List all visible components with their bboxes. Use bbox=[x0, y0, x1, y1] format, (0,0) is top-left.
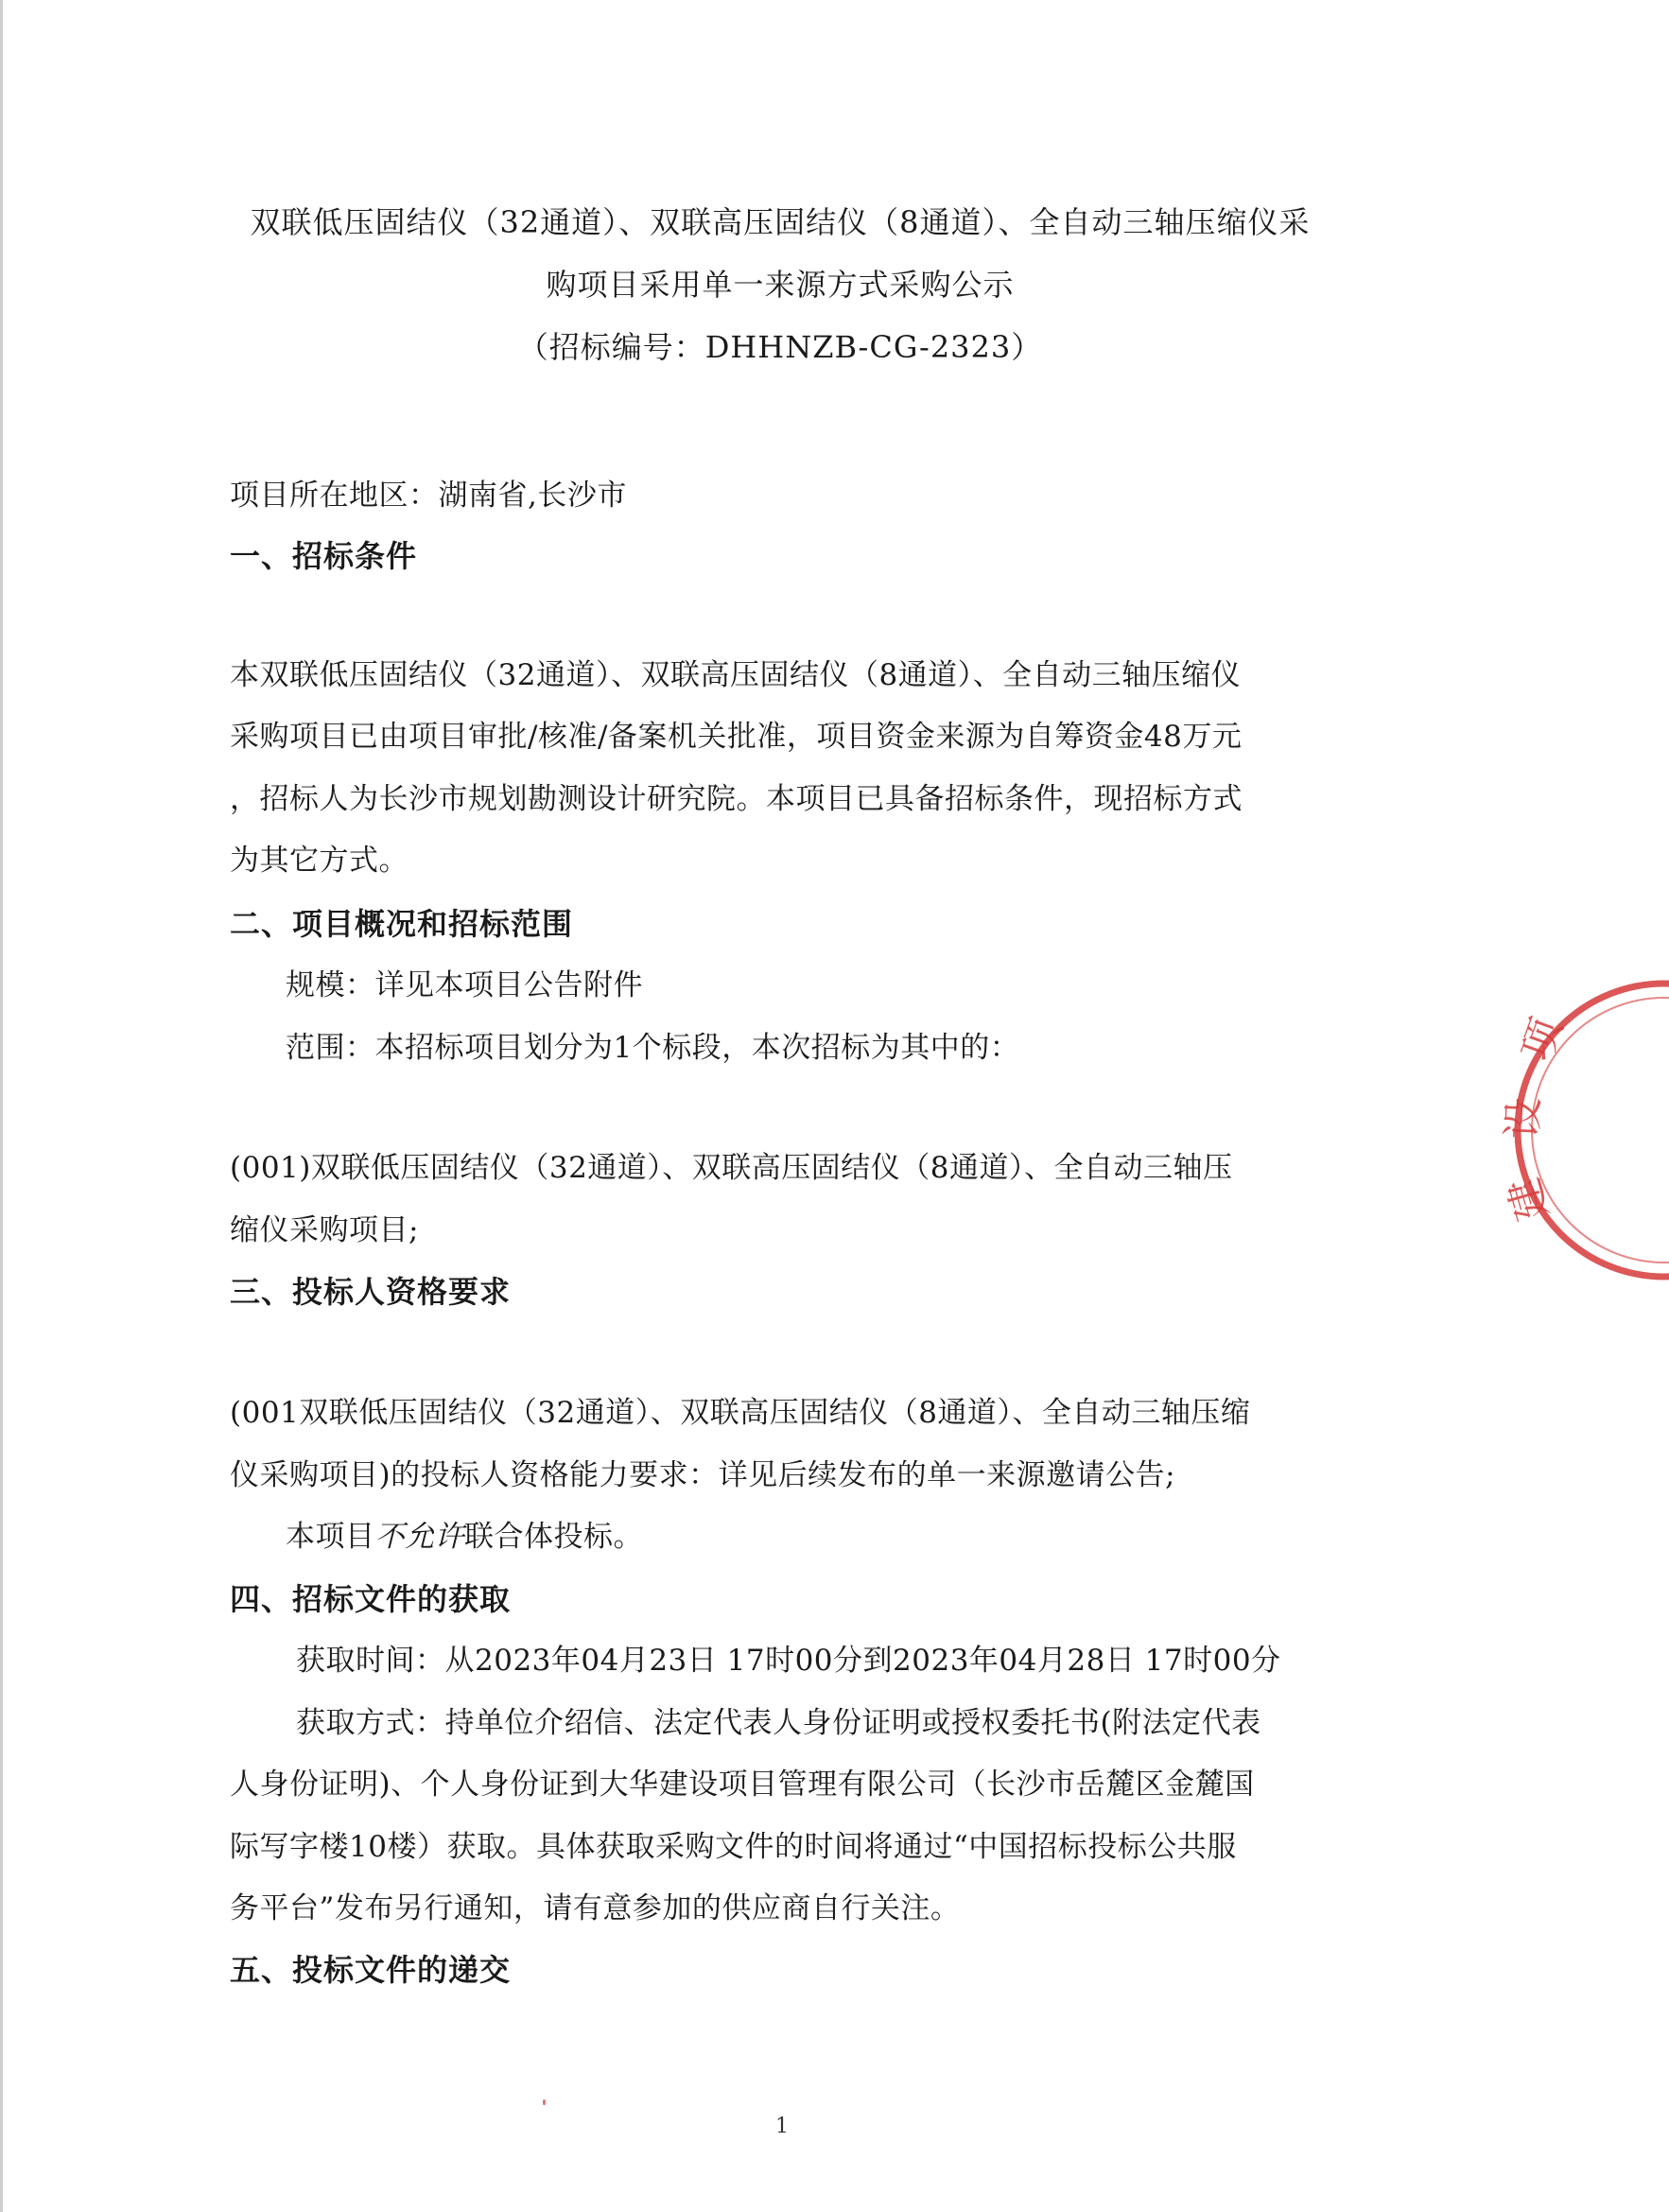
consortium-statement bbox=[286, 1516, 643, 1558]
page-edge bbox=[0, 0, 3, 2212]
section-2-heading: 二、项目概况和招标范围 bbox=[230, 906, 574, 942]
project-region: 项目所在地区：湖南省,长沙市 bbox=[230, 479, 627, 513]
seal-char: 项 bbox=[1512, 1011, 1573, 1068]
acquisition-time: 获取时间：从2023年04月23日 17时00分到2023年04月28日 17时00分 bbox=[296, 1644, 1281, 1678]
company-seal-stamp bbox=[1499, 974, 1669, 1286]
project-scale: 规模：详见本项目公告附件 bbox=[286, 968, 643, 1002]
section-1-line: ，招标人为长沙市规划勘测设计研究院。本项目已具备招标条件，现招标方式 bbox=[230, 782, 1243, 816]
consortium-prefix: 本项目 bbox=[286, 1520, 375, 1554]
section-1-line: 采购项目已由项目审批/核准/备案机关批准，项目资金来源为自筹资金48万元 bbox=[230, 720, 1243, 754]
acquisition-method-line: 人身份证明)、个人身份证到大华建设项目管理有限公司（长沙市岳麓区金麓国 bbox=[230, 1768, 1255, 1802]
consortium-not-allowed: 不允许 bbox=[374, 1520, 464, 1554]
qualification-line: 仪采购项目)的投标人资格能力要求：详见后续发布的单一来源邀请公告; bbox=[230, 1458, 1176, 1492]
section-3-heading: 三、投标人资格要求 bbox=[230, 1274, 512, 1310]
lot-item-line: 缩仪采购项目; bbox=[230, 1213, 419, 1247]
qualification-line: (001双联低压固结仪（32通道）、双联高压固结仪（8通道）、全自动三轴压缩 bbox=[230, 1396, 1251, 1430]
section-1-line: 本双联低压固结仪（32通道）、双联高压固结仪（8通道）、全自动三轴压缩仪 bbox=[230, 658, 1242, 692]
lot-item-line: (001)双联低压固结仪（32通道）、双联高压固结仪（8通道）、全自动三轴压 bbox=[230, 1151, 1233, 1185]
consortium-suffix: 联合体投标。 bbox=[464, 1520, 643, 1554]
acquisition-method-line: 获取方式：持单位介绍信、法定代表人身份证明或授权委托书(附法定代表 bbox=[296, 1706, 1261, 1740]
seal-char: 建 bbox=[1500, 1172, 1558, 1227]
section-4-heading: 四、招标文件的获取 bbox=[230, 1581, 512, 1617]
section-5-heading: 五、投标文件的递交 bbox=[230, 1952, 512, 1988]
acquisition-method-line: 际写字楼10楼）获取。具体获取采购文件的时间将通过“中国招标投标公共服 bbox=[230, 1830, 1237, 1864]
doc-title-line-2: 购项目采用单一来源方式采购公示 bbox=[546, 267, 1015, 303]
project-scope: 范围：本招标项目划分为1个标段，本次招标为其中的： bbox=[286, 1031, 1020, 1065]
doc-title-line-1: 双联低压固结仪（32通道）、双联高压固结仪（8通道）、全自动三轴压缩仪采 bbox=[250, 204, 1311, 240]
section-1-line: 为其它方式。 bbox=[230, 844, 409, 878]
acquisition-method-line: 务平台”发布另行通知，请有意参加的供应商自行关注。 bbox=[230, 1891, 961, 1925]
seal-char: 设 bbox=[1499, 1096, 1549, 1141]
page-number: 1 bbox=[775, 2115, 789, 2138]
tender-number: （招标编号：DHHNZB-CG-2323） bbox=[517, 329, 1043, 365]
ink-speck bbox=[543, 2099, 546, 2105]
section-1-heading: 一、招标条件 bbox=[230, 538, 418, 574]
